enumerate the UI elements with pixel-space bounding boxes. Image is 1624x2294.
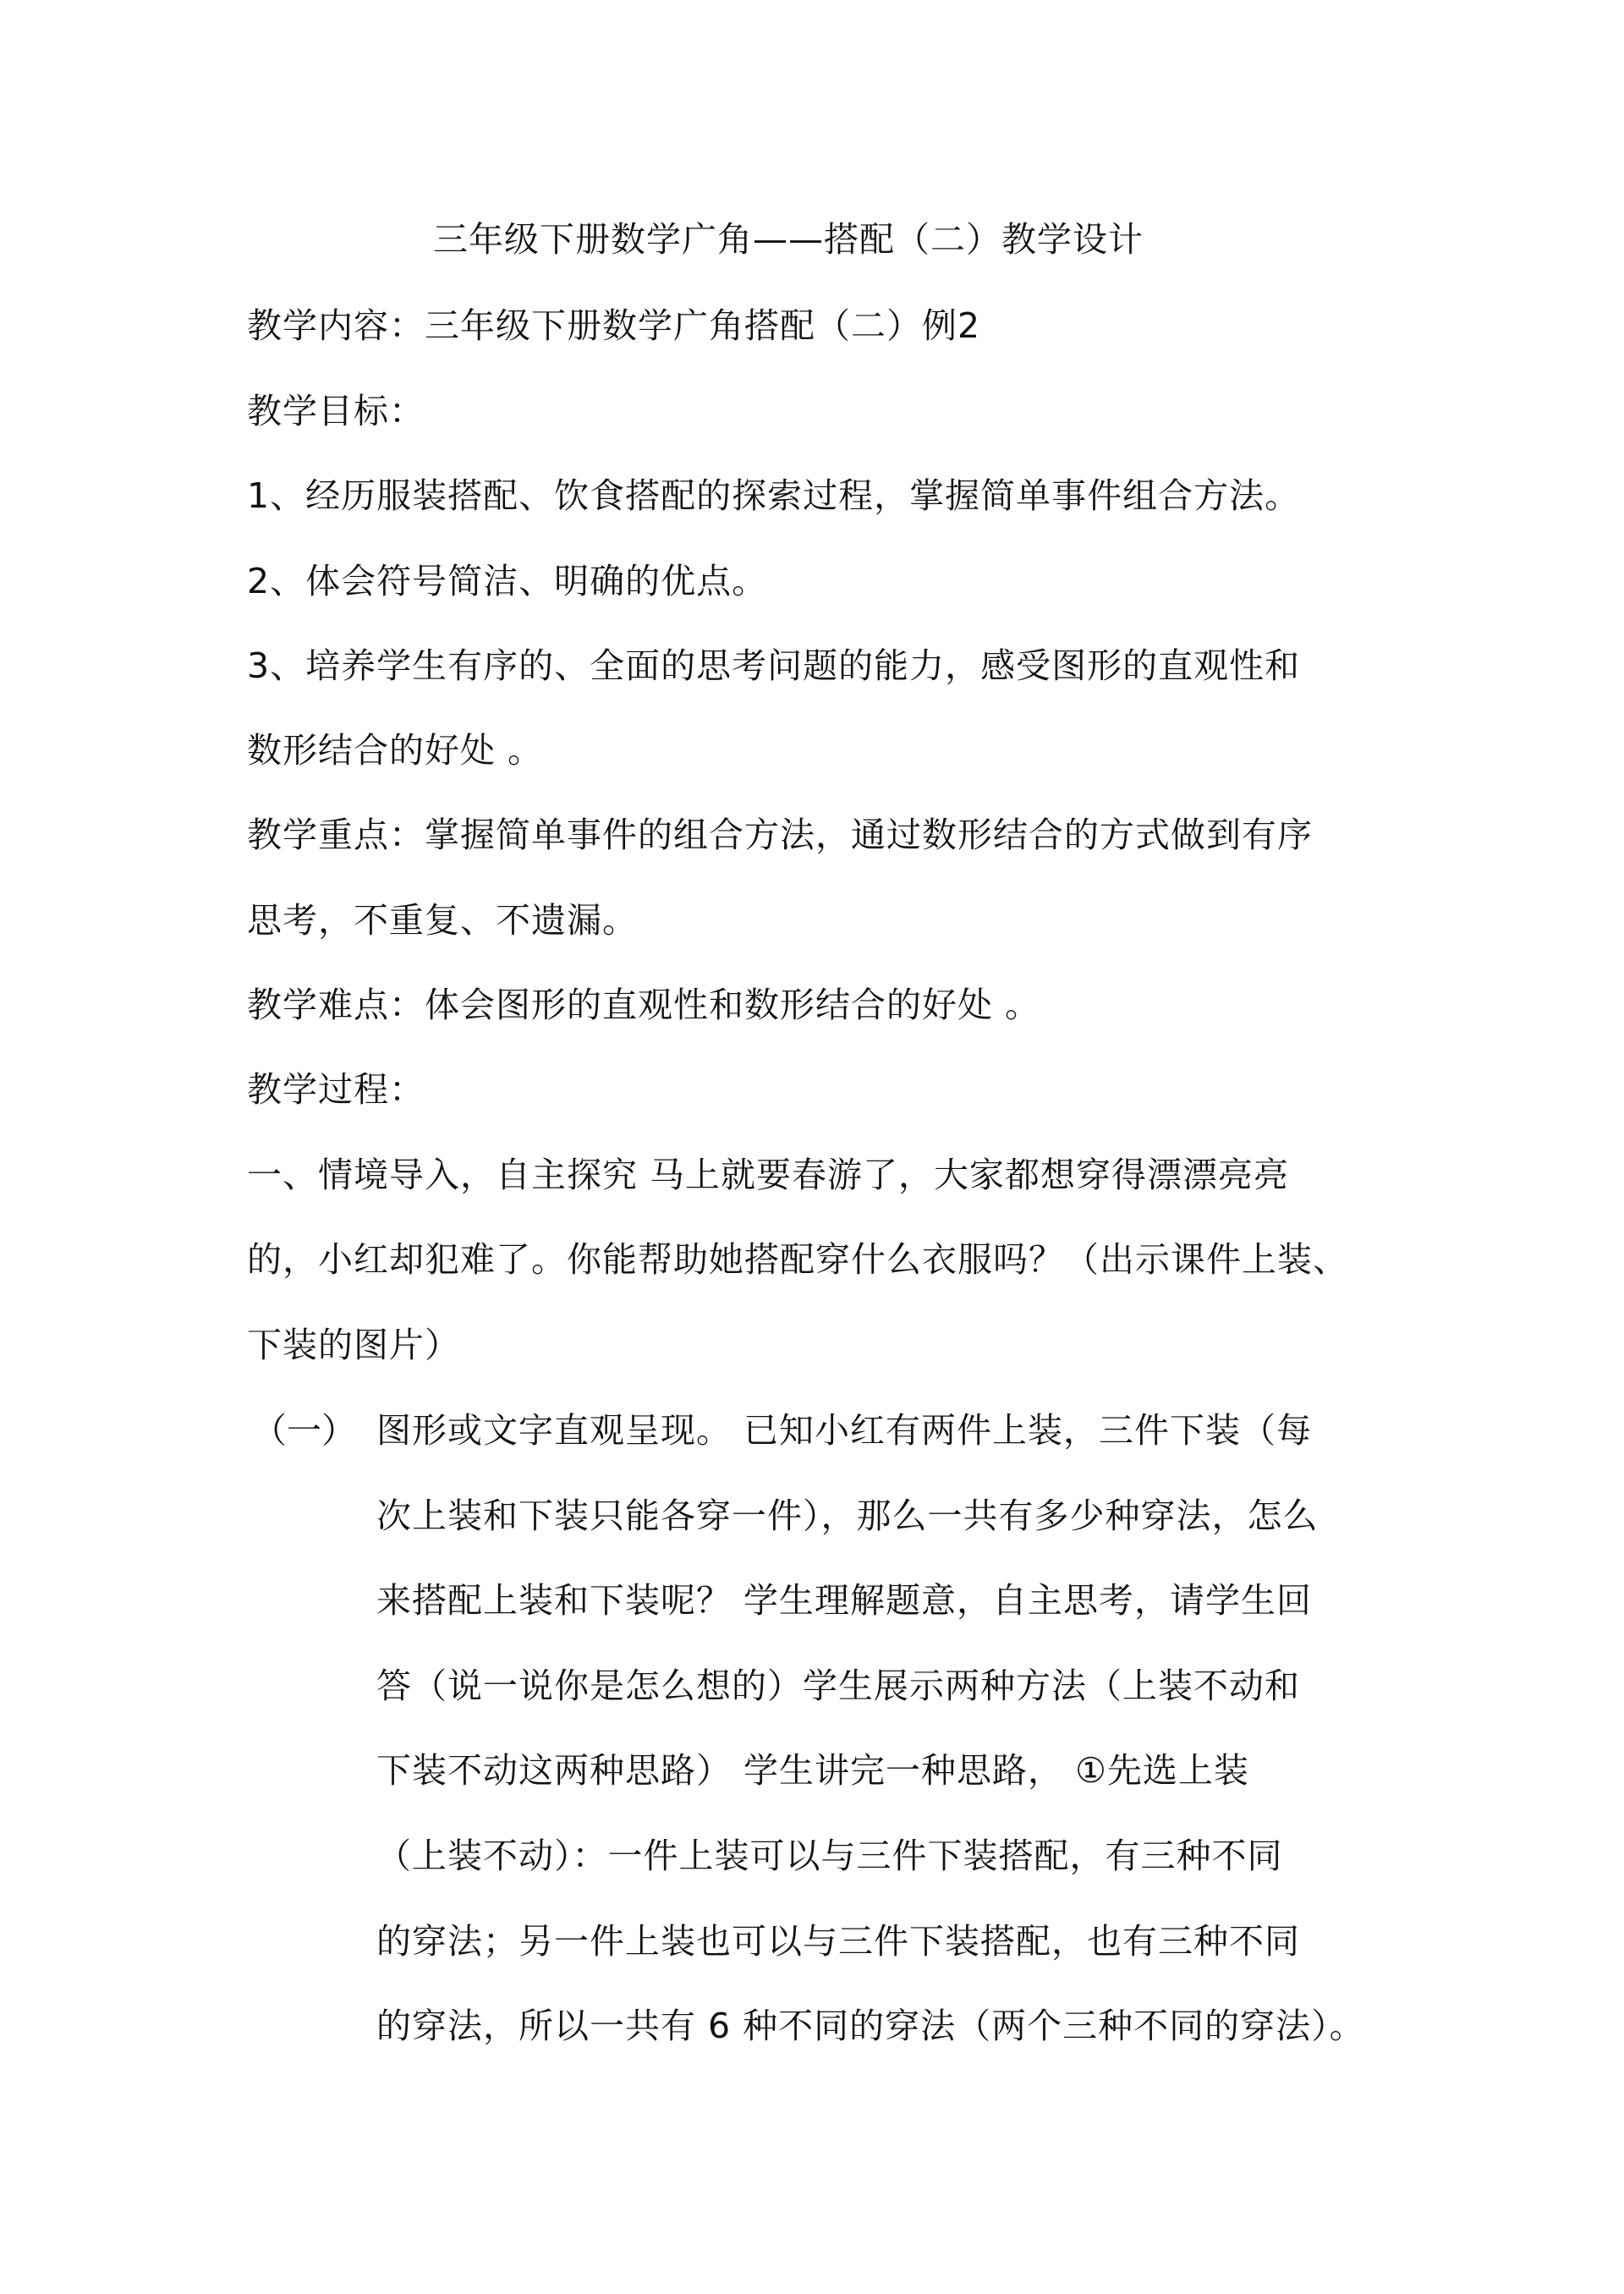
process-heading: 教学过程： [247, 1069, 425, 1110]
section-1-line-1: 一、情境导入，自主探究 马上就要春游了，大家都想穿得漂漂亮亮 [247, 1155, 1290, 1195]
subsection-1-line-8: 的穿法，所以一共有 6 种不同的穿法（两个三种不同的穿法）。 [376, 2006, 1365, 2046]
teaching-content: 教学内容：三年级下册数学广角搭配（二）例2 [247, 305, 981, 346]
section-1-line-3: 下装的图片） [247, 1325, 460, 1365]
subsection-1-line-5: 下装不动这两种思路） 学生讲完一种思路， ①先选上装 [376, 1750, 1249, 1791]
key-point-line-1: 教学重点：掌握简单事件的组合方法，通过数形结合的方式做到有序 [247, 815, 1313, 855]
subsection-1-line-7: 的穿法；另一件上装也可以与三件下装搭配，也有三种不同 [376, 1921, 1300, 1962]
subsection-1-line-4: 答（说一说你是怎么想的）学生展示两种方法（上装不动和 [376, 1666, 1300, 1706]
goal-3-line-1: 3、培养学生有序的、全面的思考问题的能力，感受图形的直观性和 [247, 645, 1301, 686]
subsection-1-label: （一） [252, 1410, 356, 1451]
subsection-1-line-1: 图形或文字直观呈现。 已知小红有两件上装，三件下装（每 [376, 1410, 1313, 1451]
goals-heading: 教学目标： [247, 391, 425, 431]
goal-1: 1、经历服装搭配、饮食搭配的探索过程，掌握简单事件组合方法。 [247, 475, 1301, 516]
subsection-1-line-6: （上装不动）：一件上装可以与三件下装搭配，有三种不同 [376, 1836, 1283, 1876]
document-title: 三年级下册数学广角——搭配（二）教学设计 [433, 219, 1144, 260]
difficulty: 教学难点：体会图形的直观性和数形结合的好处 。 [247, 985, 1041, 1025]
subsection-1-line-3: 来搭配上装和下装呢？ 学生理解题意，自主思考，请学生回 [376, 1580, 1313, 1621]
subsection-1-line-2: 次上装和下装只能各穿一件），那么一共有多少种穿法，怎么 [376, 1495, 1319, 1536]
section-1-line-2: 的，小红却犯难了。你能帮助她搭配穿什么衣服吗？（出示课件上装、 [247, 1239, 1348, 1280]
key-point-line-2: 思考，不重复、不遗漏。 [247, 900, 638, 941]
goal-3-line-2: 数形结合的好处 。 [247, 730, 544, 771]
goal-2: 2、体会符号简洁、明确的优点。 [247, 561, 768, 601]
